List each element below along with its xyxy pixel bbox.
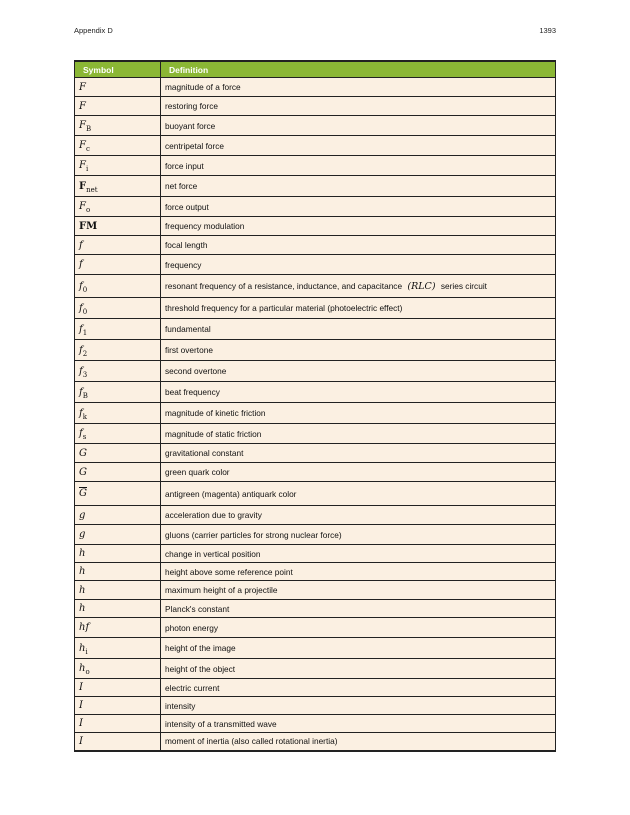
- symbol-cell: $F_c$: [75, 136, 161, 156]
- table-row: [75, 581, 556, 600]
- table-row: [75, 733, 556, 751]
- definition-cell: magnitude of kinetic friction: [161, 403, 556, 424]
- symbol-cell: h: [75, 563, 161, 581]
- table-row: [75, 217, 556, 236]
- definition-cell: gravitational constant: [161, 444, 556, 463]
- definition-cell: magnitude of a force: [161, 78, 556, 97]
- definition-cell: focal length: [161, 236, 556, 255]
- symbol-cell: g: [75, 506, 161, 525]
- symbol-cell: F: [75, 97, 161, 116]
- symbol-cell: $f_0$: [75, 298, 161, 319]
- table-row: [75, 525, 556, 545]
- table-header-row: [75, 61, 556, 78]
- definition-cell: change in vertical position: [161, 545, 556, 563]
- symbol-cell: $F_{net}$: [75, 176, 161, 197]
- table-row: [75, 618, 556, 638]
- table-row: [75, 563, 556, 581]
- symbol-cell: $f_k$: [75, 403, 161, 424]
- symbol-cell: $\overline{G}$: [75, 482, 161, 506]
- table-row: [75, 275, 556, 298]
- definition-cell: Planck's constant: [161, 600, 556, 618]
- definition-cell: magnitude of static friction: [161, 424, 556, 444]
- table-row: [75, 659, 556, 679]
- table-row: [75, 600, 556, 618]
- running-header-section: Appendix D: [74, 26, 113, 35]
- definition-cell: intensity: [161, 697, 556, 715]
- table-row: [75, 136, 556, 156]
- symbol-cell: $f_s$: [75, 424, 161, 444]
- definition-cell: height of the image: [161, 638, 556, 659]
- definition-cell: acceleration due to gravity: [161, 506, 556, 525]
- symbol-cell: I: [75, 679, 161, 697]
- column-header-definition: Definition: [161, 61, 556, 78]
- symbol-cell: h: [75, 600, 161, 618]
- symbol-cell: $f_B$: [75, 382, 161, 403]
- definition-cell: height above some reference point: [161, 563, 556, 581]
- table-row: [75, 176, 556, 197]
- table-row: [75, 403, 556, 424]
- definition-cell: buoyant force: [161, 116, 556, 136]
- definition-cell: fundamental: [161, 319, 556, 340]
- table-row: [75, 715, 556, 733]
- definition-cell: electric current: [161, 679, 556, 697]
- table-row: [75, 463, 556, 482]
- definition-cell: gluons (carrier particles for strong nuclear force): [161, 525, 556, 545]
- table-row: [75, 482, 556, 506]
- symbol-cell: $h_i$: [75, 638, 161, 659]
- definition-cell: restoring force: [161, 97, 556, 116]
- math-rlc: (RLC): [407, 280, 436, 292]
- table-row: [75, 255, 556, 275]
- table-row: [75, 78, 556, 97]
- symbol-cell: $h_o$: [75, 659, 161, 679]
- table-row: [75, 697, 556, 715]
- symbol-cell: $F_i$: [75, 156, 161, 176]
- symbol-cell: $f_2$: [75, 340, 161, 361]
- table-row: [75, 97, 556, 116]
- table-row: [75, 236, 556, 255]
- table-row: [75, 506, 556, 525]
- page-number: 1393: [539, 26, 556, 35]
- definition-cell: resonant frequency of a resistance, inductance, and capacitance (RLC) series circuit: [161, 275, 556, 298]
- definition-cell: threshold frequency for a particular material (photoelectric effect): [161, 298, 556, 319]
- table-row: [75, 545, 556, 563]
- symbol-cell: $F_B$: [75, 116, 161, 136]
- symbol-cell: FM: [75, 217, 161, 236]
- symbol-cell: h: [75, 581, 161, 600]
- symbols-table: [74, 60, 556, 752]
- definition-cell: second overtone: [161, 361, 556, 382]
- table-row: [75, 361, 556, 382]
- symbol-cell: F: [75, 78, 161, 97]
- definition-cell: photon energy: [161, 618, 556, 638]
- symbol-cell: I: [75, 733, 161, 751]
- definition-cell: antigreen (magenta) antiquark color: [161, 482, 556, 506]
- table-row: [75, 444, 556, 463]
- symbol-cell: h: [75, 545, 161, 563]
- table-row: [75, 424, 556, 444]
- symbol-cell: f: [75, 255, 161, 275]
- symbol-cell: $f_3$: [75, 361, 161, 382]
- table-row: [75, 382, 556, 403]
- definition-cell: net force: [161, 176, 556, 197]
- symbol-cell: $F_o$: [75, 197, 161, 217]
- definition-cell: maximum height of a projectile: [161, 581, 556, 600]
- table-row: [75, 319, 556, 340]
- table-row: [75, 116, 556, 136]
- definition-cell: moment of inertia (also called rotational inertia): [161, 733, 556, 751]
- definition-cell: beat frequency: [161, 382, 556, 403]
- definition-cell: force input: [161, 156, 556, 176]
- definition-cell: first overtone: [161, 340, 556, 361]
- symbol-cell: hf: [75, 618, 161, 638]
- symbol-cell: G: [75, 444, 161, 463]
- definition-cell: frequency: [161, 255, 556, 275]
- definition-cell: green quark color: [161, 463, 556, 482]
- symbol-cell: g: [75, 525, 161, 545]
- definition-cell: force output: [161, 197, 556, 217]
- symbol-cell: I: [75, 697, 161, 715]
- table-row: [75, 197, 556, 217]
- table-row: [75, 156, 556, 176]
- definition-cell: centripetal force: [161, 136, 556, 156]
- symbol-cell: $f_1$: [75, 319, 161, 340]
- column-header-symbol: Symbol: [75, 61, 161, 78]
- definition-cell: height of the object: [161, 659, 556, 679]
- symbol-cell: G: [75, 463, 161, 482]
- symbol-cell: I: [75, 715, 161, 733]
- table-row: [75, 638, 556, 659]
- table-row: [75, 298, 556, 319]
- table-row: [75, 340, 556, 361]
- symbol-cell: $f_0$: [75, 275, 161, 298]
- definition-cell: frequency modulation: [161, 217, 556, 236]
- symbol-cell: f: [75, 236, 161, 255]
- table-row: [75, 679, 556, 697]
- definition-cell: intensity of a transmitted wave: [161, 715, 556, 733]
